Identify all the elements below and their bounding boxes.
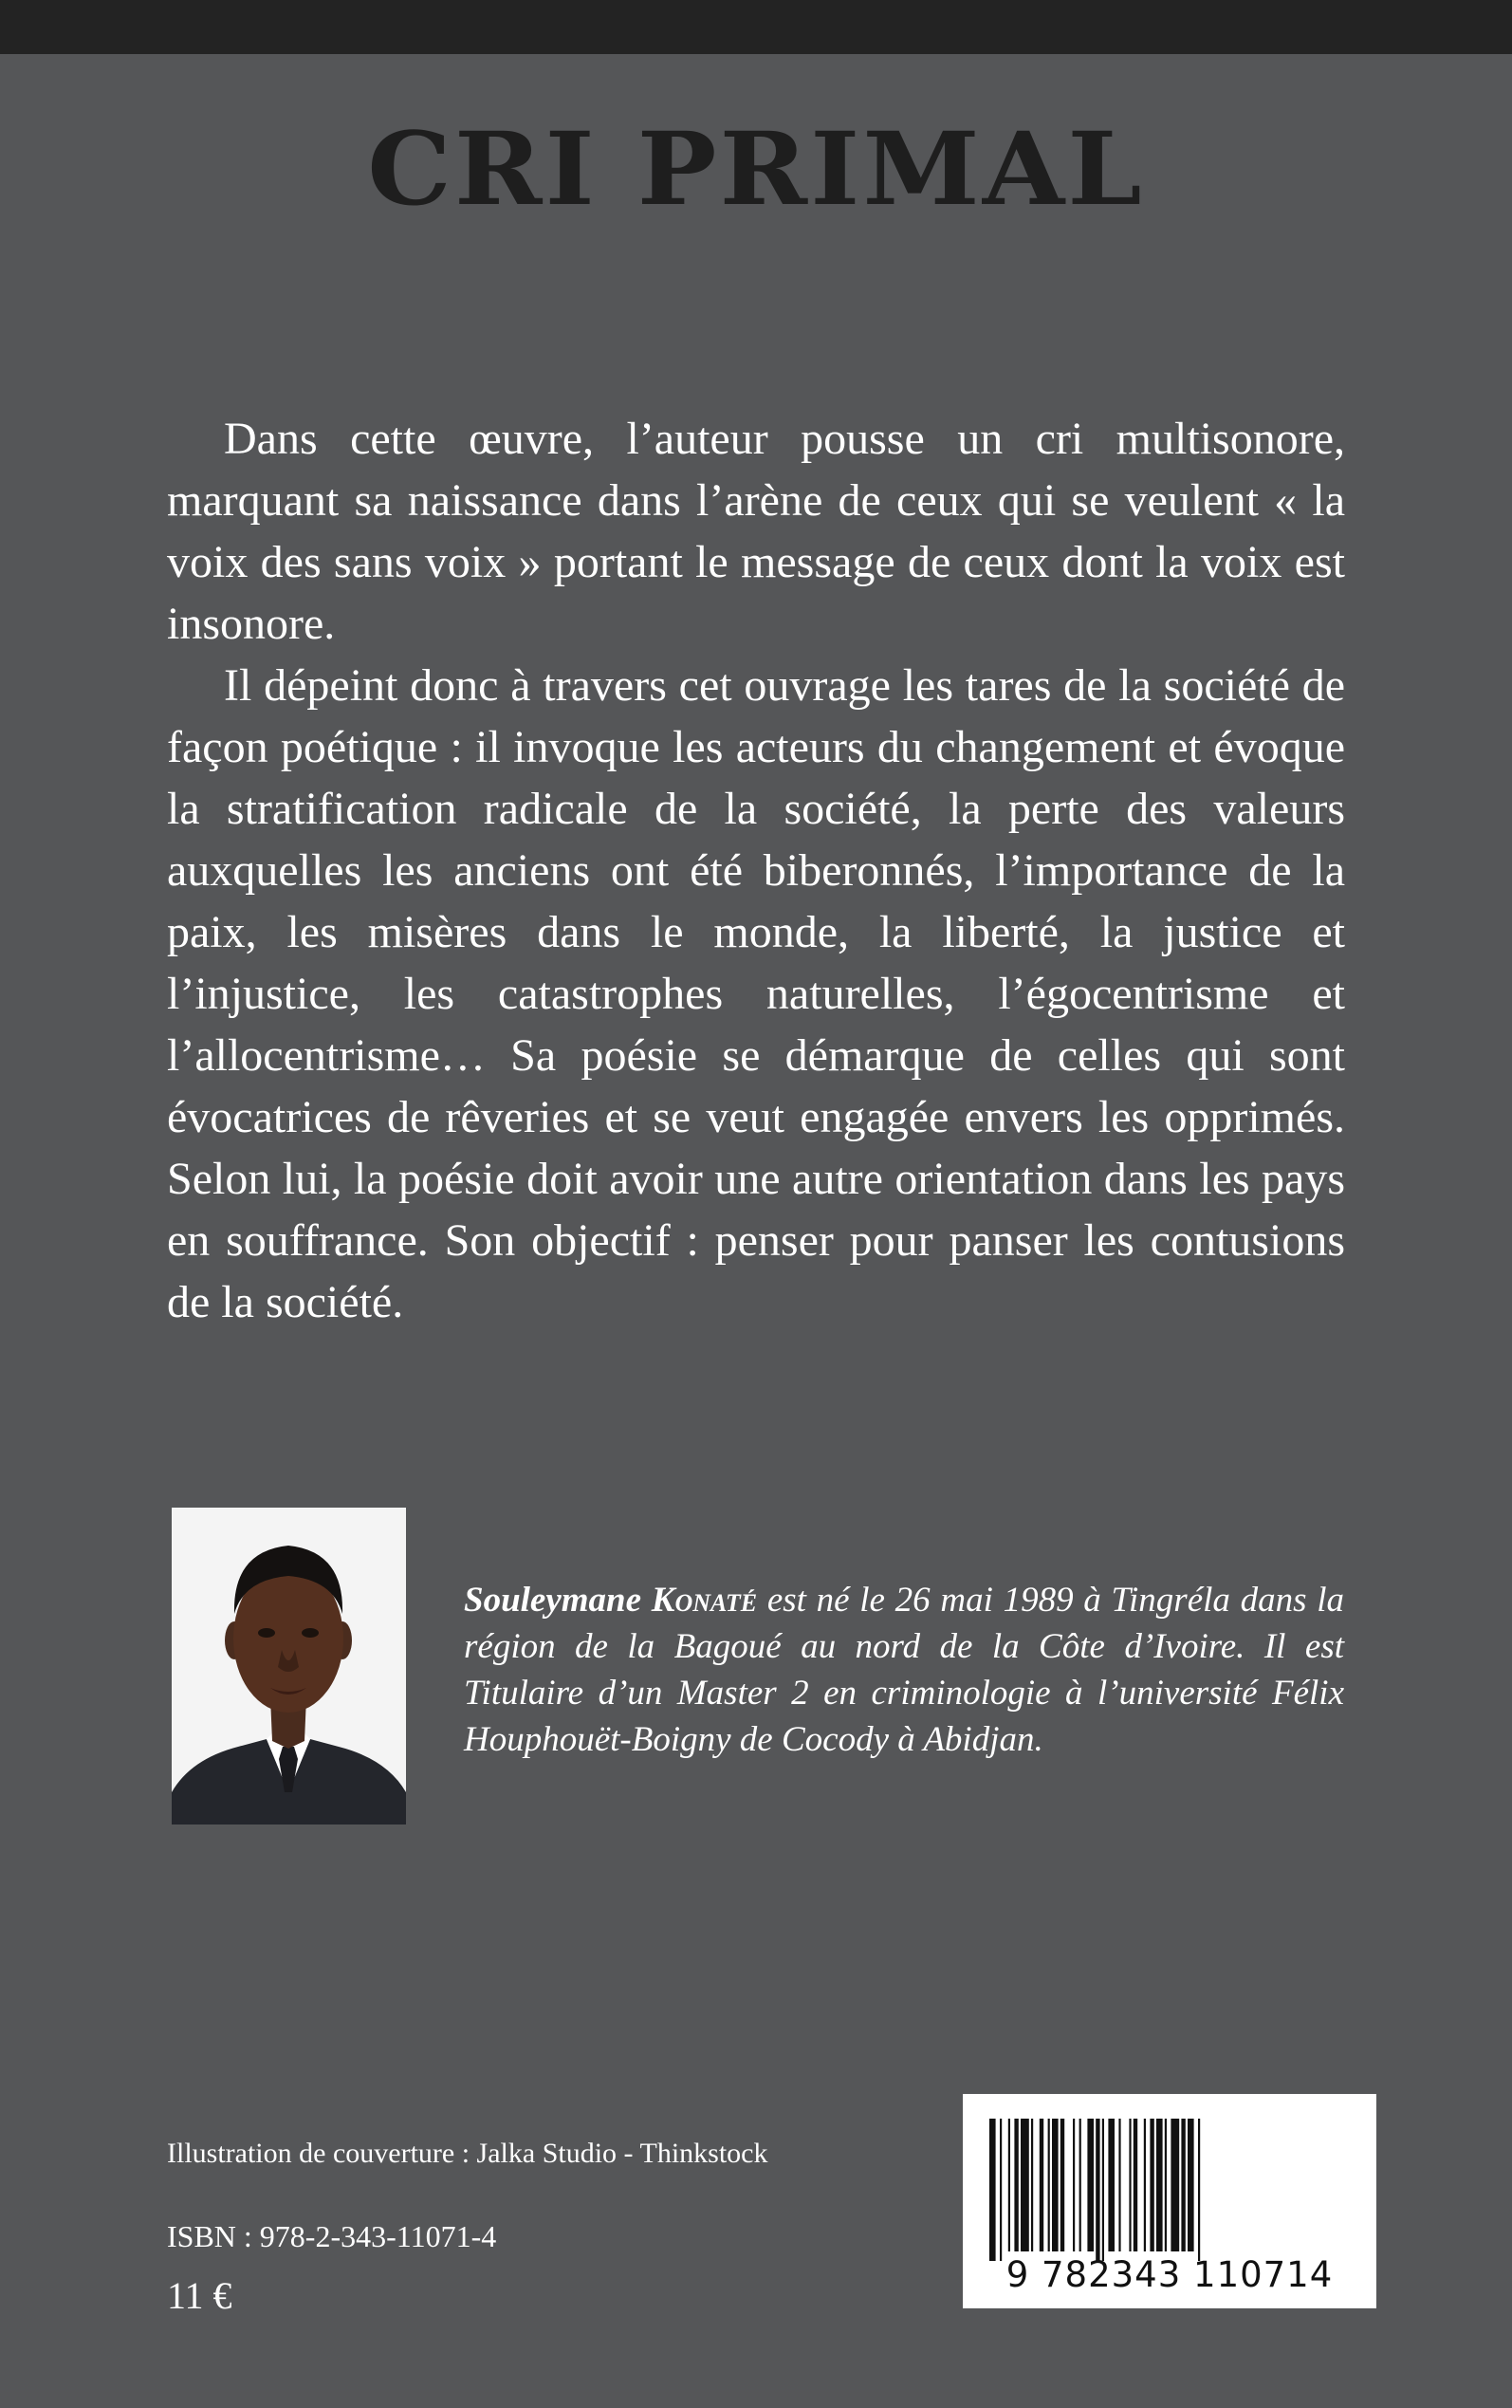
- blurb-paragraph-2: Il dépeint donc à travers cet ouvrage les tares de la société de façon poétique : il invoque les acteurs du changement et évoque la stratification radicale de la société, la perte des valeurs auxquelles les anciens ont été biberonnés, l’importance de la paix, les misères dans le monde, la liberté, la justice et l’injustice, les catastrophes naturelles, l’égocentrisme et l’allocentrisme… Sa poésie se démarque de celles qui sont évocatrices de rêveries et se veut engagée envers les opprimés. Selon lui, la poésie doit avoir une autre orientation dans les pays en souffrance. Son objectif : penser pour panser les contusions de la société.: [167, 660, 1345, 1327]
- barcode-bar: [1188, 2119, 1194, 2251]
- author-bio: [464, 1577, 1344, 1763]
- price: 11 €: [167, 2274, 232, 2317]
- barcode-bar: [1014, 2119, 1018, 2251]
- barcode-bar: [1073, 2119, 1075, 2251]
- barcode-bar: [1102, 2119, 1104, 2261]
- barcode-bar: [1198, 2119, 1200, 2261]
- barcode-bar: [1060, 2119, 1064, 2251]
- barcode-bar: [1087, 2119, 1094, 2251]
- barcode-bar: [989, 2119, 996, 2261]
- author-last-name: Konaté: [651, 1581, 758, 1620]
- barcode-bar: [1129, 2119, 1131, 2251]
- author-portrait-icon: [172, 1508, 406, 1825]
- barcode-bar: [1134, 2119, 1137, 2251]
- barcode-bar: [1118, 2119, 1120, 2251]
- barcode-bar: [1021, 2119, 1029, 2251]
- top-dark-band: [0, 0, 1512, 54]
- author-photo: [172, 1508, 406, 1825]
- barcode-bar: [1000, 2119, 1002, 2261]
- blurb-paragraph-1: Dans cette œuvre, l’auteur pousse un cri multisonore, marquant sa naissance dans l’arène de ceux qui se veulent « la voix des sans voix » portant le message de ceux dont la voix est insonore.: [167, 414, 1345, 649]
- author-first-name: Souleymane: [464, 1581, 642, 1620]
- barcode-bar: [1048, 2119, 1050, 2251]
- barcode-box: [963, 2094, 1376, 2308]
- barcode-bar: [1144, 2119, 1146, 2251]
- barcode-bar: [1150, 2119, 1153, 2251]
- barcode-digits: 9 782343 110714: [1005, 2254, 1334, 2295]
- barcode-bar: [1052, 2119, 1059, 2251]
- barcode-bar: [1096, 2119, 1099, 2261]
- barcode-bar: [1008, 2119, 1010, 2251]
- back-cover-blurb: [167, 408, 1345, 1333]
- barcode-bar: [1031, 2119, 1033, 2251]
- barcode-bar: [1079, 2119, 1081, 2251]
- cover-credits: Illustration de couverture : Jalka Studio - Thinkstock: [167, 2138, 768, 2169]
- barcode-bar: [1181, 2119, 1185, 2251]
- barcode-bar: [1156, 2119, 1163, 2251]
- isbn: ISBN : 978-2-343-11071-4: [167, 2219, 497, 2253]
- barcode-bar: [1171, 2119, 1179, 2251]
- barcode-bar: [1165, 2119, 1167, 2251]
- barcode-bar: [1108, 2119, 1115, 2251]
- author-bio-text: est né le 26 mai 1989 à Tingréla dans la région de la Bagoué au nord de la Côte d’Ivoire. Il est Titulaire d’un Master 2 en criminologie à l’université Félix Houphouët-Boigny de Cocody à Abidjan.: [464, 1581, 1344, 1759]
- book-title: CRI PRIMAL: [367, 109, 1145, 228]
- barcode-bar: [1040, 2119, 1043, 2251]
